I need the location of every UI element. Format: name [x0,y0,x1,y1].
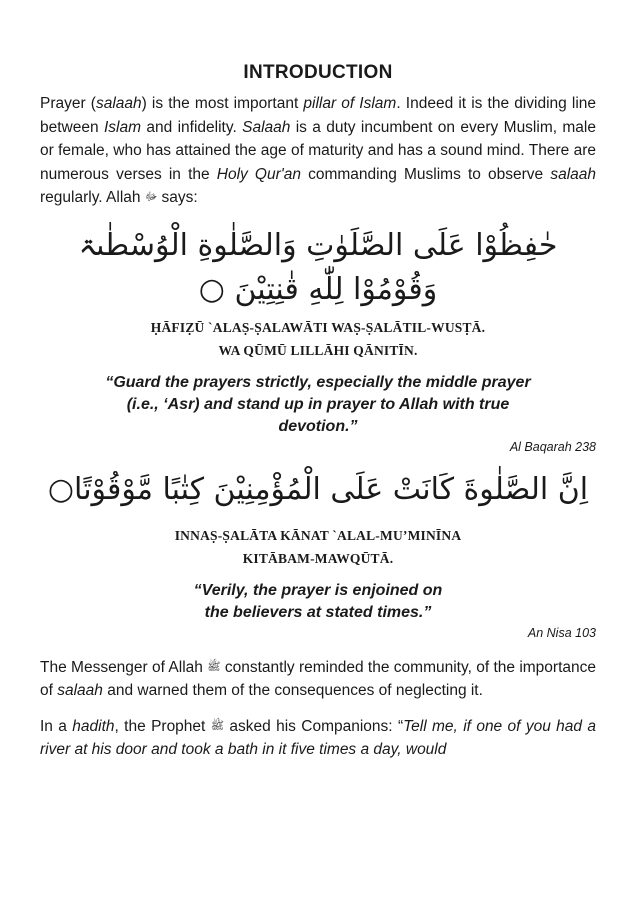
verse-nisa-103 [40,468,596,642]
intro-paragraph [40,92,596,210]
verse-translation: “Guard the prayers strictly, especially the middle prayer (i.e., ‘Asr) and stand up in prayer to Allah with true devotion.” [105,373,531,435]
arabic-verse-line-2: وَقُوْمُوْا لِلّٰهِ قٰنِتِيْنَ ○ [198,271,438,307]
text-run: and infidelity. [141,118,243,136]
salawat-glyph: ﷺ [210,719,225,732]
verse-reference: An Nisa 103 [527,625,596,640]
text-run: commanding Muslims to observe [300,165,551,183]
transliteration-line-2: KITĀBAM-MAWQŪTĀ. [242,550,394,566]
jalla-jalaluhu-glyph: ﷻ [144,191,158,203]
text-run: salaah [57,682,103,699]
messenger-paragraph [40,656,596,703]
verse-reference: Al Baqarah 238 [509,439,596,454]
text-run: Islam [103,118,142,136]
verse-baqarah-238 [40,224,596,456]
text-run: says: [157,189,198,206]
text-run: constantly reminded the community, of the importance of [40,658,596,699]
text-run: regularly. Allah [40,189,145,206]
page-title: INTRODUCTION [243,62,393,83]
transliteration-line-2: WA QŪMŪ LILLĀHI QĀNITĪN. [218,342,418,358]
text-run: hadith [72,717,115,735]
text-run: and warned them of the consequences of neglecting it. [102,682,483,699]
text-run: salaah [95,95,142,112]
text-run: In a [40,717,73,735]
text-run: is a duty incumbent on every Muslim, male or female, who has attained the age of maturity and has a sound mind. There are numerous verses in the [40,118,596,183]
text-run: pillar of Islam [303,95,397,112]
text-run: , the Prophet [114,717,211,735]
text-run: Salaah [242,118,291,136]
transliteration-line-1: ḤĀFIẒŪ `ALAṢ-ṢALAWĀTI WAṢ-ṢALĀTIL-WUSṬĀ. [150,319,486,335]
text-run: Holy Qur'an [216,165,301,183]
arabic-verse-line-1: حٰفِظُوْا عَلَى الصَّلَوٰتِ وَالصَّلٰوةِ الْوُسْطٰىۃ [78,227,558,263]
transliteration-line-1: INNAṢ-ṢALĀTA KĀNAT `ALAL-MU’MINĪNA [174,527,462,543]
text-run: Prayer ( [40,95,96,112]
arabic-verse: اِنَّ الصَّلٰوةَ كَانَتْ عَلَى الْمُؤْمِنِيْنَ كِتٰبًا مَّوْقُوْتًا○ [47,471,589,507]
salawat-glyph: ﷺ [207,660,221,673]
text-run: The Messenger of Allah [40,658,208,676]
book-page [40,62,596,762]
text-run: asked his Companions: “ [224,717,404,735]
text-run: salaah [550,165,597,183]
verse-translation-line-2: the believers at stated times.” [204,603,432,621]
hadith-paragraph [40,715,596,762]
text-run: Tell me, if one of you had a river at his door and took a bath in it five times a day, would [40,717,597,758]
text-run: . Indeed it is the dividing line between [40,95,597,136]
text-run: ) is the most important [141,95,304,112]
verse-translation-line-1: “Verily, the prayer is enjoined on [193,581,443,599]
